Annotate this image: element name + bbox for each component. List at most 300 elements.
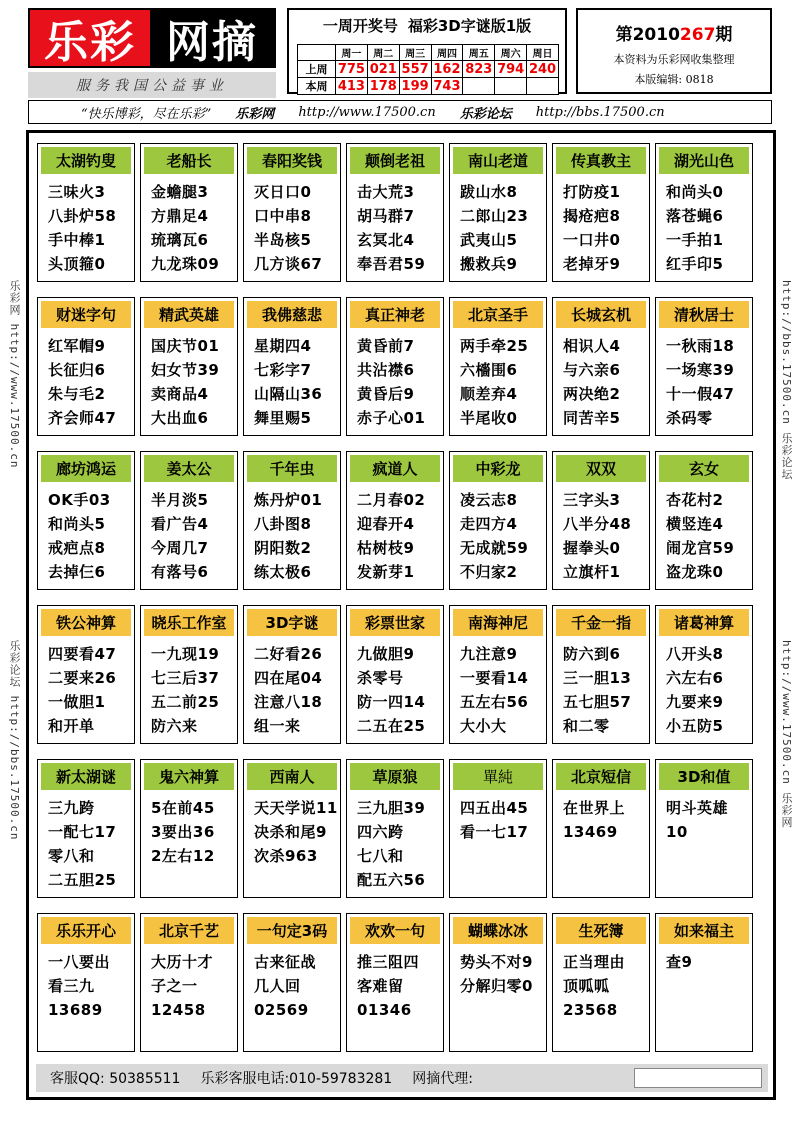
- puzzle-line: 山隔山36: [254, 385, 323, 403]
- puzzle-line: 闹龙宫59: [666, 539, 735, 557]
- puzzle-cell: [37, 297, 135, 436]
- puzzle-cell-lines: [553, 944, 649, 1022]
- puzzle-cell: [449, 913, 547, 1052]
- logo-red-part: 乐彩: [30, 10, 150, 66]
- puzzle-line: 和开单: [48, 717, 95, 735]
- puzzle-line: 同苦辛5: [563, 409, 621, 427]
- site-quote: “快乐博彩，尽在乐彩”: [81, 106, 212, 122]
- draw-number: 199: [399, 78, 431, 95]
- puzzle-line: 推三阻四: [357, 953, 420, 971]
- puzzle-line: 五二前25: [151, 693, 220, 711]
- puzzle-line: 四五出45: [460, 799, 529, 817]
- draw-table: [297, 44, 559, 95]
- puzzle-cell: [552, 451, 650, 590]
- puzzle-cell-title: 生死簿: [556, 917, 646, 944]
- puzzle-cell-lines: [244, 482, 340, 584]
- puzzle-cell-lines: [347, 790, 443, 892]
- puzzle-cell-lines: [38, 482, 134, 584]
- puzzle-line: 方鼎足4: [151, 207, 209, 225]
- puzzle-line: 口中串8: [254, 207, 312, 225]
- puzzle-line: 击大荒3: [357, 183, 415, 201]
- site-url-link[interactable]: http://www.17500.cn: [298, 104, 436, 120]
- puzzle-cell-lines: [450, 790, 546, 844]
- puzzle-cell-lines: [450, 328, 546, 430]
- puzzle-line: 有落号6: [151, 563, 209, 581]
- puzzle-cell-lines: [553, 174, 649, 276]
- forum-name: 乐彩论坛: [459, 106, 512, 122]
- puzzle-line: 二要来26: [48, 669, 117, 687]
- day-header: 周三: [399, 45, 431, 61]
- forum-url-link[interactable]: http://bbs.17500.cn: [535, 104, 665, 120]
- puzzle-cell-title: 北京圣手: [453, 301, 543, 328]
- puzzle-line: 12458: [151, 1001, 206, 1019]
- puzzle-line: 配五六56: [357, 871, 426, 889]
- puzzle-cell: [346, 605, 444, 744]
- puzzle-line: 13689: [48, 1001, 103, 1019]
- puzzle-cell-lines: [553, 636, 649, 738]
- puzzle-line: 四六跨: [357, 823, 404, 841]
- puzzle-cell-lines: [141, 174, 237, 276]
- draw-number: 162: [431, 61, 463, 78]
- puzzle-line: 八开头8: [666, 645, 724, 663]
- day-header: 周六: [495, 45, 527, 61]
- puzzle-cell-lines: [38, 790, 134, 892]
- puzzle-cell: [552, 143, 650, 282]
- issue-editor: 本版编辑: 0818: [634, 73, 714, 86]
- puzzle-line: 七八和: [357, 847, 404, 865]
- draw-number: 557: [399, 61, 431, 78]
- puzzle-cell-title: 3D字谜: [247, 609, 337, 636]
- draw-title-edition: 福彩3D字谜版1版: [407, 16, 532, 35]
- puzzle-line: 顺差弃4: [460, 385, 518, 403]
- puzzle-line: 舞里赐5: [254, 409, 312, 427]
- puzzle-cell-title: 中彩龙: [453, 455, 543, 482]
- puzzle-cell-title: 西南人: [247, 763, 337, 790]
- puzzle-line: 无成就59: [460, 539, 529, 557]
- puzzle-cell: [37, 451, 135, 590]
- puzzle-cell-lines: [450, 636, 546, 738]
- puzzle-line: 立旗杆1: [563, 563, 621, 581]
- puzzle-line: 三九跨: [48, 799, 95, 817]
- side-text-left-top: 乐彩网 http://www.17500.cn: [8, 280, 21, 469]
- puzzle-line: 三九胆39: [357, 799, 426, 817]
- puzzle-cell-lines: [141, 636, 237, 738]
- puzzle-line: 组一来: [254, 717, 301, 735]
- puzzle-cell: [140, 759, 238, 898]
- puzzle-line: 迎春开4: [357, 515, 415, 533]
- puzzle-line: 半岛核5: [254, 231, 312, 249]
- puzzle-cell-title: 太湖钓叟: [41, 147, 131, 174]
- puzzle-line: 几方谈67: [254, 255, 323, 273]
- puzzle-cell-title: 颠倒老祖: [350, 147, 440, 174]
- puzzle-line: 黄昏后9: [357, 385, 415, 403]
- puzzle-line: 三字头3: [563, 491, 621, 509]
- draw-number: [495, 78, 527, 95]
- puzzle-cell-title: 廊坊鸿运: [41, 455, 131, 482]
- puzzle-cell-lines: [347, 328, 443, 430]
- puzzle-cell: [655, 759, 753, 898]
- issue-number: 267: [679, 25, 716, 45]
- puzzle-line: 九注意9: [460, 645, 518, 663]
- puzzle-line: 一场寒39: [666, 361, 735, 379]
- puzzle-line: 和尚头5: [48, 515, 106, 533]
- puzzle-cell: [243, 451, 341, 590]
- puzzle-line: 正当理由: [563, 953, 626, 971]
- issue-box: [576, 8, 772, 94]
- puzzle-line: 小五防5: [666, 717, 724, 735]
- puzzle-line: 戒疤点8: [48, 539, 106, 557]
- puzzle-line: 01346: [357, 1001, 412, 1019]
- puzzle-line: 次杀963: [254, 847, 318, 865]
- puzzle-cell: [346, 297, 444, 436]
- day-header: 周二: [367, 45, 399, 61]
- puzzle-cell-lines: [347, 174, 443, 276]
- day-header: 周一: [336, 45, 368, 61]
- puzzle-line: 凌云志8: [460, 491, 518, 509]
- puzzle-cell-lines: [656, 482, 752, 584]
- puzzle-cell-lines: [553, 328, 649, 430]
- draw-row-this-week: [298, 78, 559, 95]
- puzzle-line: 02569: [254, 1001, 309, 1019]
- puzzle-grid-frame: [26, 130, 776, 1100]
- draw-number: 775: [336, 61, 368, 78]
- puzzle-cell-lines: [244, 328, 340, 430]
- puzzle-cell-title: 單純: [453, 763, 543, 790]
- puzzle-cell: [449, 451, 547, 590]
- puzzle-cell: [140, 143, 238, 282]
- day-header: 周四: [431, 45, 463, 61]
- footer-phone: 乐彩客服电话:010-59783281: [200, 1071, 393, 1087]
- puzzle-line: 10: [666, 823, 688, 841]
- draw-title: [289, 10, 565, 40]
- puzzle-cell-lines: [244, 944, 340, 1022]
- puzzle-line: 六檣围6: [460, 361, 518, 379]
- row-label: 本周: [298, 78, 336, 95]
- puzzle-cell: [346, 143, 444, 282]
- puzzle-cell: [346, 913, 444, 1052]
- puzzle-line: 古来征战: [254, 953, 317, 971]
- puzzle-cell: [243, 759, 341, 898]
- puzzle-line: 五七胆57: [563, 693, 632, 711]
- puzzle-cell: [243, 297, 341, 436]
- puzzle-line: OK手03: [48, 491, 111, 509]
- side-text-left-bottom: 乐彩论坛 http://bbs.17500.cn: [8, 640, 21, 841]
- puzzle-line: 一九现19: [151, 645, 220, 663]
- puzzle-line: 一口井0: [563, 231, 621, 249]
- puzzle-line: 红军帽9: [48, 337, 106, 355]
- issue-note: 本资料为乐彩网收集整理: [613, 53, 735, 66]
- puzzle-cell-lines: [656, 790, 752, 844]
- puzzle-cell-lines: [141, 944, 237, 1022]
- puzzle-line: 子之一: [151, 977, 198, 995]
- puzzle-line: 势头不对9: [460, 953, 533, 971]
- puzzle-cell-title: 传真教主: [556, 147, 646, 174]
- puzzle-line: 分解归零0: [460, 977, 533, 995]
- puzzle-cell: [552, 759, 650, 898]
- puzzle-cell: [37, 143, 135, 282]
- puzzle-line: 5在前45: [151, 799, 215, 817]
- puzzle-cell-title: 玄女: [659, 455, 749, 482]
- puzzle-line: 盗龙珠0: [666, 563, 724, 581]
- puzzle-cell-title: 北京千艺: [144, 917, 234, 944]
- puzzle-cell-lines: [244, 790, 340, 868]
- puzzle-line: 八卦炉58: [48, 207, 117, 225]
- puzzle-line: 妇女节39: [151, 361, 220, 379]
- puzzle-line: 顶呱呱: [563, 977, 610, 995]
- puzzle-cell-lines: [141, 482, 237, 584]
- puzzle-cell-title: 新太湖谜: [41, 763, 131, 790]
- puzzle-cell-lines: [141, 328, 237, 430]
- puzzle-cell: [449, 143, 547, 282]
- puzzle-line: 和二零: [563, 717, 610, 735]
- puzzle-cell: [346, 759, 444, 898]
- puzzle-cell: [140, 451, 238, 590]
- draw-corner: [298, 45, 336, 61]
- puzzle-cell: [243, 143, 341, 282]
- puzzle-line: 在世界上: [563, 799, 626, 817]
- puzzle-line: 今周几7: [151, 539, 209, 557]
- puzzle-line: 明斗英雄: [666, 799, 729, 817]
- puzzle-line: 练太极6: [254, 563, 312, 581]
- puzzle-line: 和尚头0: [666, 183, 724, 201]
- puzzle-line: 揭疮疤8: [563, 207, 621, 225]
- puzzle-cell: [140, 605, 238, 744]
- puzzle-cell: [243, 605, 341, 744]
- puzzle-cell-lines: [450, 944, 546, 998]
- puzzle-line: 半月淡5: [151, 491, 209, 509]
- puzzle-cell-lines: [656, 944, 752, 974]
- puzzle-cell-title: 财迷字句: [41, 301, 131, 328]
- puzzle-cell-title: 彩票世家: [350, 609, 440, 636]
- puzzle-line: 九要来9: [666, 693, 724, 711]
- puzzle-cell-lines: [553, 482, 649, 584]
- puzzle-line: 看广告4: [151, 515, 209, 533]
- puzzle-line: 三一胆13: [563, 669, 632, 687]
- draw-number: 413: [336, 78, 368, 95]
- draw-header-row: [298, 45, 559, 61]
- site-bar: [28, 100, 772, 124]
- puzzle-line: 决杀和尾9: [254, 823, 327, 841]
- puzzle-cell-title: 北京短信: [556, 763, 646, 790]
- puzzle-cell-title: 鬼六神算: [144, 763, 234, 790]
- puzzle-line: 2左右12: [151, 847, 215, 865]
- puzzle-line: 横竖连4: [666, 515, 724, 533]
- puzzle-line: 金蟾腿3: [151, 183, 209, 201]
- puzzle-cell-title: 千年虫: [247, 455, 337, 482]
- draw-number: 021: [367, 61, 399, 78]
- puzzle-cell: [552, 297, 650, 436]
- puzzle-line: 落苍蝇6: [666, 207, 724, 225]
- puzzle-cell: [37, 759, 135, 898]
- puzzle-line: 炼丹炉01: [254, 491, 323, 509]
- puzzle-line: 琉璃瓦6: [151, 231, 209, 249]
- puzzle-line: 一做胆1: [48, 693, 106, 711]
- puzzle-cell-title: 清秋居士: [659, 301, 749, 328]
- puzzle-cell: [552, 913, 650, 1052]
- puzzle-cell: [140, 297, 238, 436]
- row-label: 上周: [298, 61, 336, 78]
- puzzle-cell-title: 蝴蝶冰冰: [453, 917, 543, 944]
- puzzle-cell: [243, 913, 341, 1052]
- puzzle-cell: [655, 913, 753, 1052]
- puzzle-cell-title: 长城玄机: [556, 301, 646, 328]
- puzzle-cell: [37, 605, 135, 744]
- puzzle-cell: [449, 605, 547, 744]
- puzzle-line: 去掉仨6: [48, 563, 106, 581]
- puzzle-line: 六左右6: [666, 669, 724, 687]
- draw-number: [463, 78, 495, 95]
- draw-number: 743: [431, 78, 463, 95]
- puzzle-line: 大历十才: [151, 953, 214, 971]
- puzzle-line: 七三后37: [151, 669, 220, 687]
- puzzle-cell: [449, 759, 547, 898]
- puzzle-line: 赤子心01: [357, 409, 426, 427]
- puzzle-line: 一要看14: [460, 669, 529, 687]
- puzzle-line: 防一四14: [357, 693, 426, 711]
- puzzle-line: 九龙珠09: [151, 255, 220, 273]
- puzzle-line: 两手牵25: [460, 337, 529, 355]
- issue-suffix: 期: [715, 25, 733, 45]
- puzzle-cell-lines: [141, 790, 237, 868]
- puzzle-cell-title: 乐乐开心: [41, 917, 131, 944]
- puzzle-line: 走四方4: [460, 515, 518, 533]
- puzzle-cell-title: 春阳奖钱: [247, 147, 337, 174]
- puzzle-line: 国庆节01: [151, 337, 220, 355]
- puzzle-line: 八卦图8: [254, 515, 312, 533]
- puzzle-cell: [655, 143, 753, 282]
- puzzle-line: 灭日口0: [254, 183, 312, 201]
- side-text-right-bottom: http://www.17500.cn 乐彩网: [780, 640, 793, 829]
- puzzle-line: 武夷山5: [460, 231, 518, 249]
- puzzle-cell-lines: [656, 174, 752, 276]
- logo-black-part: 网摘: [150, 10, 274, 66]
- puzzle-line: 三味火3: [48, 183, 106, 201]
- puzzle-line: 看三九: [48, 977, 95, 995]
- puzzle-cell-title: 双双: [556, 455, 646, 482]
- puzzle-line: 朱与毛2: [48, 385, 106, 403]
- puzzle-line: 长征归6: [48, 361, 106, 379]
- puzzle-line: 二郎山23: [460, 207, 529, 225]
- puzzle-line: 一配七17: [48, 823, 117, 841]
- puzzle-line: 黄昏前7: [357, 337, 415, 355]
- puzzle-cell-lines: [656, 328, 752, 430]
- logo: [28, 8, 276, 68]
- puzzle-cell: [346, 451, 444, 590]
- puzzle-cell-title: 3D和值: [659, 763, 749, 790]
- puzzle-line: 一秋雨18: [666, 337, 735, 355]
- puzzle-cell-lines: [347, 636, 443, 738]
- puzzle-line: 星期四4: [254, 337, 312, 355]
- puzzle-line: 注意八18: [254, 693, 323, 711]
- puzzle-cell: [655, 605, 753, 744]
- puzzle-line: 齐会师47: [48, 409, 117, 427]
- day-header: 周日: [527, 45, 559, 61]
- draw-number: 794: [495, 61, 527, 78]
- puzzle-cell-title: 南山老道: [453, 147, 543, 174]
- puzzle-cell-lines: [38, 636, 134, 738]
- puzzle-cell-title: 真正神老: [350, 301, 440, 328]
- puzzle-line: 两决绝2: [563, 385, 621, 403]
- puzzle-line: 二好看26: [254, 645, 323, 663]
- puzzle-line: 手中棒1: [48, 231, 106, 249]
- puzzle-line: 玄冥北4: [357, 231, 415, 249]
- footer-qq: 客服QQ: 50385511: [50, 1071, 181, 1087]
- puzzle-line: 二五胆25: [48, 871, 117, 889]
- puzzle-line: 打防疫1: [563, 183, 621, 201]
- draw-number: [527, 78, 559, 95]
- footer-agent-label: 网摘代理:: [412, 1071, 473, 1087]
- issue-prefix: 第2010: [615, 25, 680, 45]
- puzzle-line: 胡马群7: [357, 207, 415, 225]
- puzzle-line: 与六亲6: [563, 361, 621, 379]
- puzzle-line: 23568: [563, 1001, 618, 1019]
- puzzle-line: 3要出36: [151, 823, 215, 841]
- draw-number: 178: [367, 78, 399, 95]
- puzzle-line: 半尾收0: [460, 409, 518, 427]
- puzzle-line: 奉吾君59: [357, 255, 426, 273]
- puzzle-cell: [449, 297, 547, 436]
- puzzle-line: 二五在25: [357, 717, 426, 735]
- puzzle-cell-title: 一句定3码: [247, 917, 337, 944]
- puzzle-cell-title: 疯道人: [350, 455, 440, 482]
- puzzle-line: 红手印5: [666, 255, 724, 273]
- puzzle-line: 大小大: [460, 717, 507, 735]
- day-header: 周五: [463, 45, 495, 61]
- puzzle-line: 零八和: [48, 847, 95, 865]
- puzzle-line: 防六到6: [563, 645, 621, 663]
- draw-number: 823: [463, 61, 495, 78]
- puzzle-cell-lines: [38, 174, 134, 276]
- puzzle-line: 客难留: [357, 977, 404, 995]
- puzzle-cell-title: 铁公神算: [41, 609, 131, 636]
- puzzle-line: 杀码零: [666, 409, 713, 427]
- puzzle-cell: [37, 913, 135, 1052]
- puzzle-line: 四在尾04: [254, 669, 323, 687]
- puzzle-cell-title: 我佛慈悲: [247, 301, 337, 328]
- puzzle-line: 老掉牙9: [563, 255, 621, 273]
- puzzle-cell-title: 老船长: [144, 147, 234, 174]
- puzzle-cell-lines: [656, 636, 752, 738]
- draw-number: 240: [527, 61, 559, 78]
- puzzle-cell-lines: [347, 944, 443, 1022]
- puzzle-cell-title: 诸葛神算: [659, 609, 749, 636]
- puzzle-line: 几人回: [254, 977, 301, 995]
- puzzle-cell-title: 欢欢一句: [350, 917, 440, 944]
- puzzle-cell-lines: [347, 482, 443, 584]
- puzzle-line: 阴阳数2: [254, 539, 312, 557]
- puzzle-line: 天天学说11: [254, 799, 338, 817]
- puzzle-cell-title: 湖光山色: [659, 147, 749, 174]
- agent-box: [634, 1068, 762, 1088]
- slogan: 服务我国公益事业: [28, 72, 276, 98]
- draw-title-weekly: 一周开奖号: [322, 16, 398, 35]
- puzzle-line: 卖商品4: [151, 385, 209, 403]
- puzzle-cell: [655, 297, 753, 436]
- puzzle-line: 搬救兵9: [460, 255, 518, 273]
- puzzle-cell-title: 姜太公: [144, 455, 234, 482]
- puzzle-line: 七彩字7: [254, 361, 312, 379]
- puzzle-line: 头顶箍0: [48, 255, 106, 273]
- puzzle-cell-title: 精武英雄: [144, 301, 234, 328]
- puzzle-line: 枯树枝9: [357, 539, 415, 557]
- puzzle-cell-lines: [450, 174, 546, 276]
- puzzle-line: 防六来: [151, 717, 198, 735]
- puzzle-line: 八半分48: [563, 515, 632, 533]
- side-text-right-top: http://bbs.17500.cn 乐彩论坛: [780, 280, 793, 481]
- puzzle-cell-title: 草原狼: [350, 763, 440, 790]
- issue-title: [578, 20, 770, 45]
- puzzle-line: 大出血6: [151, 409, 209, 427]
